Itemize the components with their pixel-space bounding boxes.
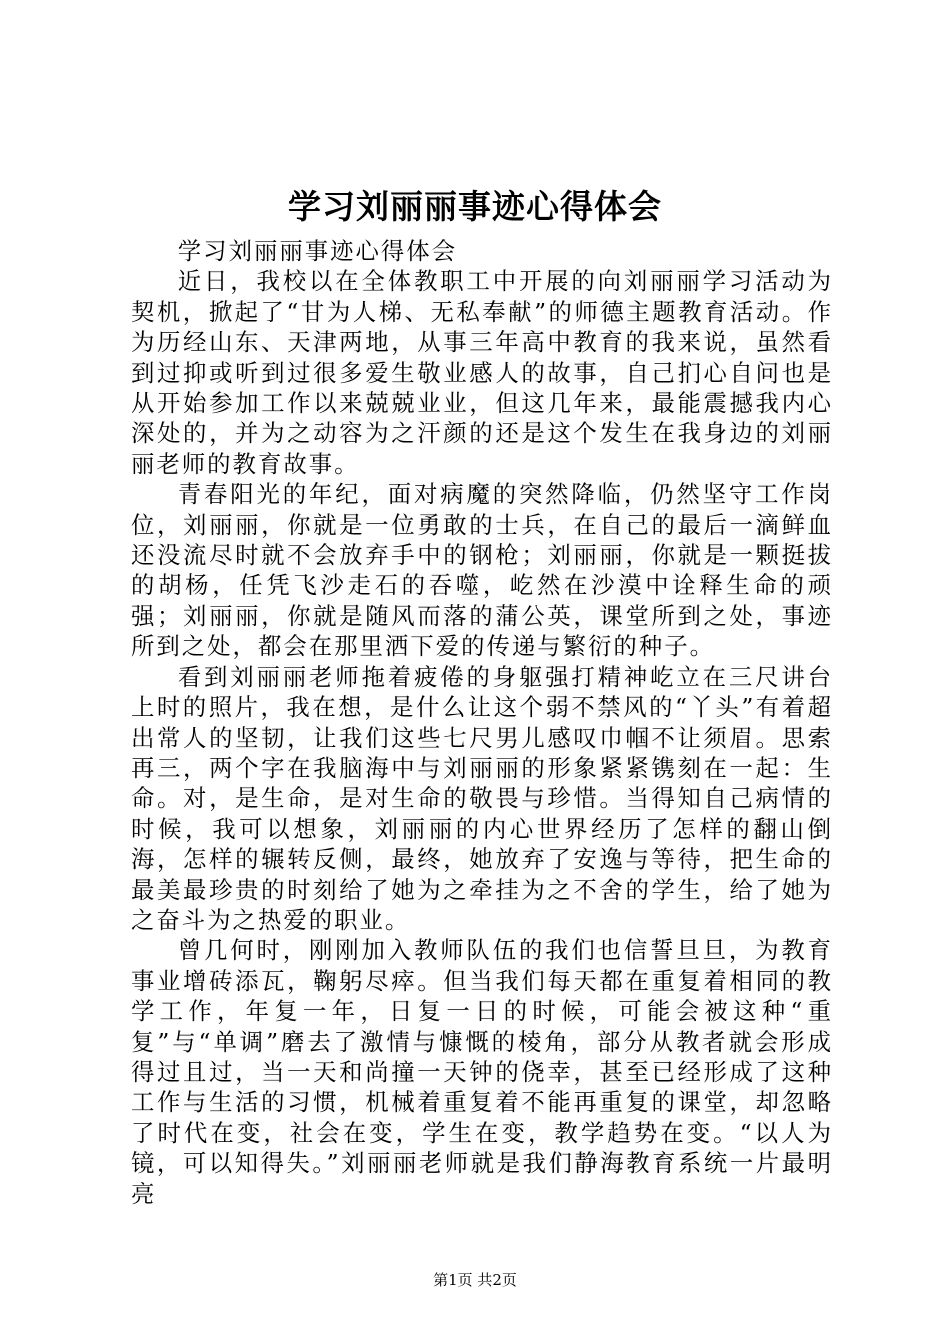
document-body xyxy=(131,236,833,1209)
document-title: 学习刘丽丽事迹心得体会 xyxy=(288,187,662,226)
paragraph: 曾几何时，刚刚加入教师队伍的我们也信誓旦旦，为教育事业增砖添瓦，鞠躬尽瘁。但当我们每天都在重复着相同的教学工作，年复一年，日复一日的时候，可能会被这种“重复”与“单调”磨去了激情与慷慨的棱角，部分从教者就会形成得过且过，当一天和尚撞一天钟的侥幸，甚至已经形成了这种工作与生活的习惯，机械着重复着不能再重复的课堂，却忽略了时代在变，社会在变，学生在变，教学趋势在变。“以人为镜，可以知得失。”刘丽丽老师就是我们静海教育系统一片最明亮 xyxy=(131,936,833,1208)
paragraph: 看到刘丽丽老师拖着疲倦的身躯强打精神屹立在三尺讲台上时的照片，我在想，是什么让这个弱不禁风的“丫头”有着超出常人的坚韧，让我们这些七尺男儿感叹巾帼不让须眉。思索再三，两个字在我脑海中与刘丽丽的形象紧紧镌刻在一起：生命。对，是生命，是对生命的敬畏与珍惜。当得知自己病情的时候，我可以想象，刘丽丽的内心世界经历了怎样的翻山倒海，怎样的辗转反侧，最终，她放弃了安逸与等待，把生命的最美最珍贵的时刻给了她为之牵挂为之不舍的学生，给了她为之奋斗为之热爱的职业。 xyxy=(131,662,833,934)
paragraph: 青春阳光的年纪，面对病魔的突然降临，仍然坚守工作岗位，刘丽丽，你就是一位勇敢的士兵，在自己的最后一滴鲜血还没流尽时就不会放弃手中的钢枪；刘丽丽，你就是一颗挺拔的胡杨，任凭飞沙走石的吞噬，屹然在沙漠中诠释生命的顽强；刘丽丽，你就是随风而落的蒲公英，课堂所到之处，事迹所到之处，都会在那里洒下爱的传递与繁衍的种子。 xyxy=(131,480,833,661)
paragraph: 近日，我校以在全体教职工中开展的向刘丽丽学习活动为契机，掀起了“甘为人梯、无私奉献”的师德主题教育活动。作为历经山东、天津两地，从事三年高中教育的我来说，虽然看到过抑或听到过很多爱生敬业感人的故事，自己扪心自问也是从开始参加工作以来兢兢业业，但这几年来，最能震撼我内心深处的，并为之动容为之汗颜的还是这个发生在我身边的刘丽丽老师的教育故事。 xyxy=(131,267,833,478)
paragraph-subtitle: 学习刘丽丽事迹心得体会 xyxy=(177,237,458,265)
page-footer: 第1页 共2页 xyxy=(433,1271,517,1289)
